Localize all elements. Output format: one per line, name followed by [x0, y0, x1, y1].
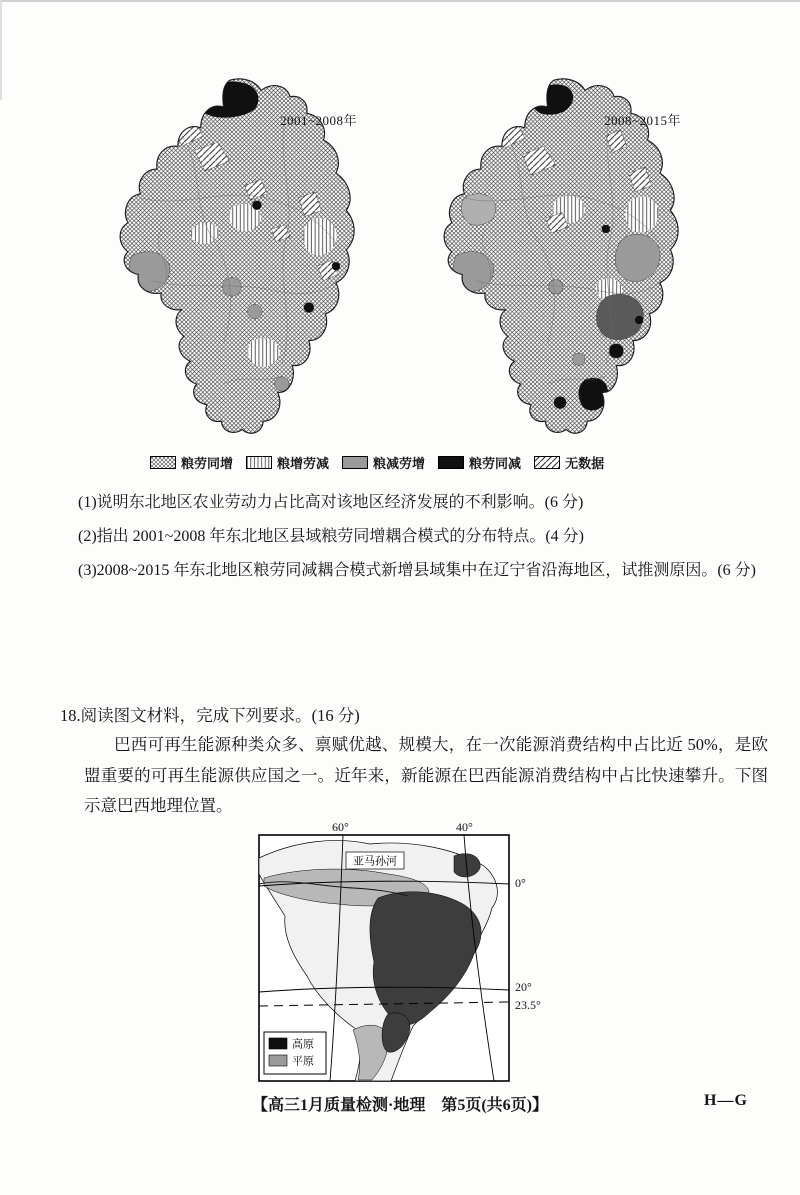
plain-legend-label: 平原: [292, 1055, 314, 1068]
legend-item-both-decrease: [438, 453, 521, 472]
brazil-map-svg: [258, 834, 510, 1082]
latitude-label-23-5: 23.5°: [515, 998, 541, 1012]
plain-swatch-icon: [269, 1055, 287, 1066]
legend-label: 粮劳同增: [181, 456, 234, 471]
legend-label: 粮增劳减: [277, 456, 330, 471]
question-18-paragraph: 巴西可再生能源种类众多、禀赋优越、规模大，在一次能源消费结构中占比近 50%，是欧盟重要的可再生能源供应国之一。近年来，新能源在巴西能源消费结构中占比快速攀升。下图示意巴西地理位置。: [84, 735, 768, 816]
legend-label: 无数据: [565, 456, 605, 471]
map-year-label-left: 2001~2008年: [280, 113, 358, 128]
question-3: (3)2008~2015 年东北地区粮劳同减耦合模式新增县域集中在辽宁省沿海地区，试推测原因。(6 分): [78, 562, 756, 579]
latitude-label-20: 20°: [515, 980, 532, 994]
map-year-label-right: 2008~2015年: [604, 113, 682, 128]
footer-version-code: H—G: [704, 1092, 748, 1109]
northeast-map-2001-2008: [78, 74, 390, 446]
plateau-legend-label: 高原: [292, 1038, 314, 1051]
latitude-label-0: 0°: [515, 876, 526, 890]
legend-item-grain-up-labor-down: [246, 453, 329, 472]
crosshatch-swatch-icon: [150, 456, 176, 469]
scan-edge-left: [0, 0, 2, 100]
legend-label: 粮减劳增: [373, 456, 426, 471]
question-2: (2)指出 2001~2008 年东北地区县域粮劳同增耦合模式的分布特点。(4 分): [78, 528, 584, 545]
brazil-map-legend: [264, 1032, 326, 1074]
river-label: 亚马孙河: [353, 855, 397, 868]
question-1: (1)说明东北地区农业劳动力占比高对该地区经济发展的不利影响。(6 分): [78, 494, 584, 511]
vertical-lines-swatch-icon: [246, 456, 272, 469]
coupling-legend: [150, 453, 604, 472]
legend-item-both-increase: [150, 453, 233, 472]
scan-edge-top: [0, 0, 800, 2]
longitude-label-40: 40°: [456, 820, 473, 834]
plateau-swatch-icon: [269, 1038, 287, 1049]
legend-item-no-data: [534, 453, 604, 472]
black-swatch-icon: [438, 456, 464, 469]
gray-swatch-icon: [342, 456, 368, 469]
question-18-heading: 18.阅读图文材料，完成下列要求。(16 分): [60, 706, 360, 725]
diagonal-lines-swatch-icon: [534, 456, 560, 469]
northeast-map-2001-2008-svg: [78, 74, 390, 446]
legend-item-grain-down-labor-up: [342, 453, 425, 472]
footer-page-info: 【高三1月质量检测·地理 第5页(共6页)】: [252, 1097, 548, 1114]
brazil-location-map: [258, 820, 558, 1086]
longitude-label-60: 60°: [332, 820, 349, 834]
northeast-map-2008-2015: [402, 74, 714, 446]
legend-label: 粮劳同减: [469, 456, 522, 471]
northeast-map-2008-2015-svg: [402, 74, 714, 446]
